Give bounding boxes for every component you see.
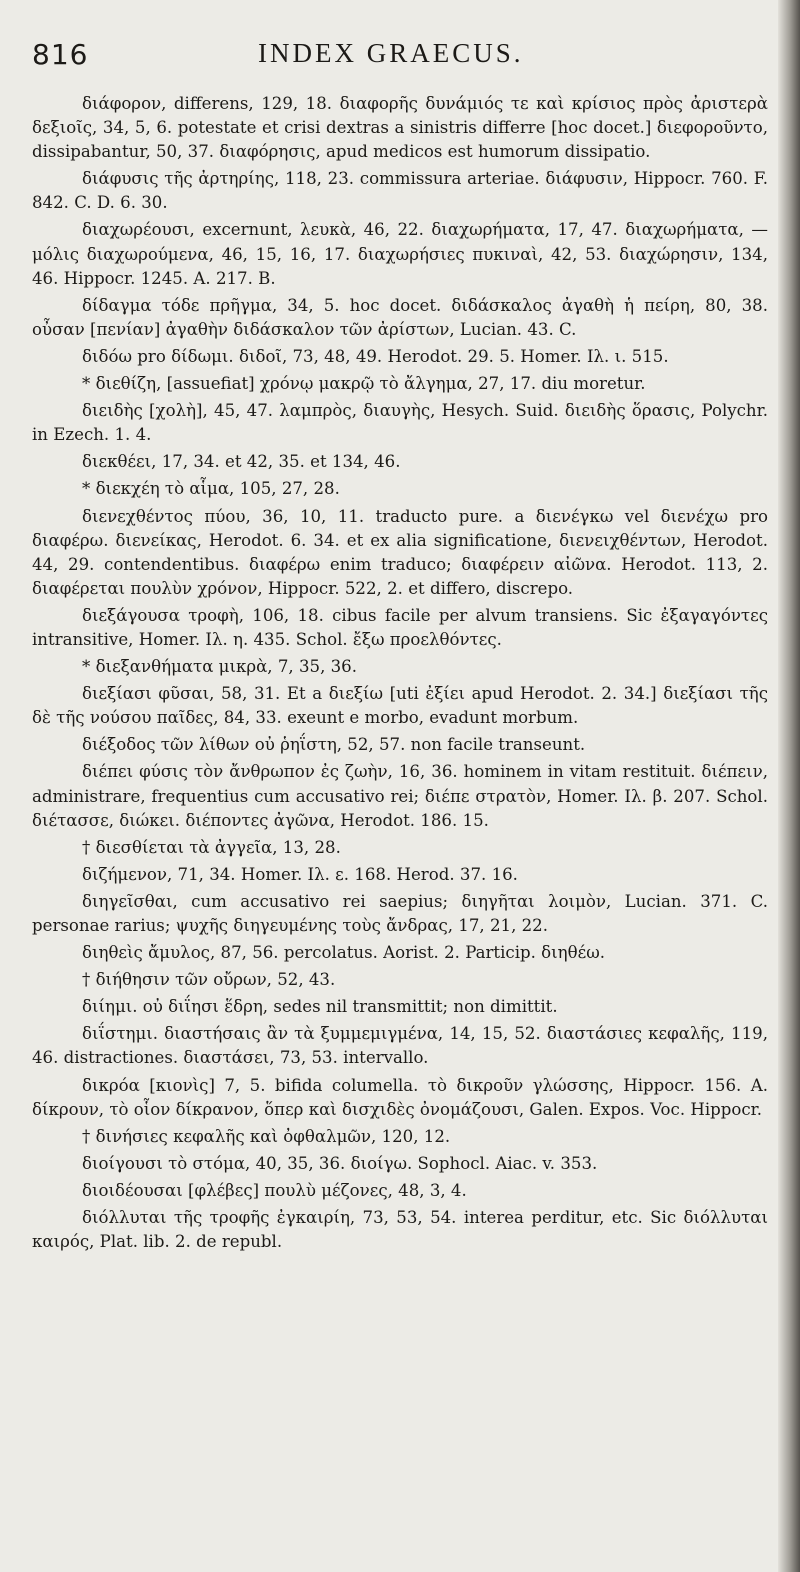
index-entry: δικρόα [κιονὶς] 7, 5. bifida columella. τὸ δικροῦν γλώσσης, Hippocr. 156. A. δίκρουν, τὸ οἷον δίκρανον, ὅπερ καὶ δισχιδὲς ὀνομάζουσι, Galen. Expos. Voc. Hippocr. xyxy=(32,1075,768,1119)
index-entry: * διεξανθήματα μικρὰ, 7, 35, 36. xyxy=(82,657,358,677)
index-entry: διζήμενον, 71, 34. Homer. Ιλ. ε. 168. Herod. 37. 16. xyxy=(82,864,518,884)
index-entry: διέπει φύσις τὸν ἄνθρωπον ἐς ζωὴν, 16, 36. hominem in vitam restituit. διέπειν, administrare, frequentius cum accusativo rei; διέπε στρατὸν, Homer. Ιλ. β. 207. Schol. διέτασσε, διώκει. διέποντες ἀγῶνα, Herodot. 186. 15. xyxy=(32,762,768,830)
index-entry: διεξίασι φῦσαι, 58, 31. Et a διεξίω [uti ἐξίει apud Herodot. 2. 34.] διεξίασι τῆς δὲ τῆς νούσου παῖδες, 84, 33. exeunt e morbo, evadunt morbum. xyxy=(32,684,768,728)
index-entry: διόλλυται τῆς τροφῆς ἐγκαιρίη, 73, 53, 54. interea perditur, etc. Sic διόλλυται καιρός, Plat. lib. 2. de republ. xyxy=(32,1208,768,1252)
index-entry: διοίγουσι τὸ στόμα, 40, 35, 36. διοίγω. Sophocl. Aiac. v. 353. xyxy=(82,1153,598,1173)
index-entry: διειδὴς [χολὴ], 45, 47. λαμπρὸς, διαυγὴς, Hesych. Suid. διειδὴς ὅρασις, Polychr. in Ezech. 1. 4. xyxy=(32,401,768,445)
running-title: INDEX GRAECUS. xyxy=(258,38,524,68)
index-entry: διοιδέουσαι [φλέβες] πουλὺ μέζονες, 48, 3, 4. xyxy=(82,1180,467,1200)
index-entries xyxy=(32,92,768,1257)
index-entry: διενεχθέντος πύου, 36, 10, 11. traducto pure. a διενέγκω vel διενέχω pro διαφέρω. διενείκας, Herodot. 6. 34. et ex alia significatione, διενειχθέντων, Herodot. 44, 29. contendentibus. διαφέρω enim traduco; διαφέρειν αἰῶνα. Herodot. 113, 2. διαφέρεται πουλὺν χρόνον, Hippocr. 522, 2. et differo, discrepo. xyxy=(32,506,768,598)
index-entry: διδόω pro δίδωμι. διδοῖ, 73, 48, 49. Herodot. 29. 5. Homer. Ιλ. ι. 515. xyxy=(82,346,669,366)
index-entry: † διεσθίεται τὰ ἀγγεῖα, 13, 28. xyxy=(82,837,341,857)
index-entry: δίδαγμα τόδε πρῆγμα, 34, 5. hoc docet. διδάσκαλος ἀγαθὴ ἡ πείρη, 80, 38. οὖσαν [πενίαν] ἀγαθὴν διδάσκαλον τῶν ἀρίστων, Lucian. 43. C. xyxy=(32,295,768,339)
index-entry: * διεθίζη, [assuefiat] χρόνῳ μακρῷ τὸ ἄλγημα, 27, 17. diu moretur. xyxy=(82,374,646,394)
index-entry: διεξάγουσα τροφὴ, 106, 18. cibus facile per alvum transiens. Sic ἐξαγαγόντες intransitive, Homer. Ιλ. η. 435. Schol. ἔξω προελθόντες. xyxy=(32,605,768,649)
index-entry: διέξοδος τῶν λίθων οὐ ῥηΐστη, 52, 57. non facile transeunt. xyxy=(82,735,586,755)
index-entry: † δινήσιες κεφαλῆς καὶ ὀφθαλμῶν, 120, 12. xyxy=(82,1126,451,1146)
index-entry: διηγεῖσθαι, cum accusativo rei saepius; διηγῆται λοιμὸν, Lucian. 371. C. personae rarius; ψυχῆς διηγευμένης τοὺς ἄνδρας, 17, 21, 22. xyxy=(32,891,768,935)
page-header xyxy=(32,38,752,78)
index-entry: διαχωρέουσι, excernunt, λευκὰ, 46, 22. διαχωρήματα, 17, 47. διαχωρήματα, — μόλις διαχωρούμενα, 46, 15, 16, 17. διαχωρήσιες πυκιναὶ, 42, 53. διαχώρησιν, 134, 46. Hippocr. 1245. A. 217. B. xyxy=(32,220,768,288)
index-entry: διάφορον, differens, 129, 18. διαφορῆς δυνάμιός τε καὶ κρίσιος πρὸς ἀριστερὰ δεξιοῖς, 34, 5, 6. potestate et crisi dextras a sinistris differre [hoc docet.] διεφοροῦντο, dissipabantur, 50, 37. διαφόρησις, apud medicos est humorum dissipatio. xyxy=(32,94,768,162)
index-entry: * διεκχέη τὸ αἷμα, 105, 27, 28. xyxy=(82,479,340,499)
page-number: 816 xyxy=(32,38,89,71)
index-entry: διεκθέει, 17, 34. et 42, 35. et 134, 46. xyxy=(82,452,401,472)
index-entry: διάφυσις τῆς ἀρτηρίης, 118, 23. commissura arteriae. διάφυσιν, Hippocr. 760. F. 842. C. D. 6. 30. xyxy=(32,169,768,213)
index-entry: † διήθησιν τῶν οὔρων, 52, 43. xyxy=(82,970,336,990)
index-entry: διηθεὶς ἄμυλος, 87, 56. percolatus. Aorist. 2. Particip. διηθέω. xyxy=(82,943,606,963)
page-edge-shadow xyxy=(778,0,800,1572)
index-entry: διίημι. οὐ διΐησι ἕδρη, sedes nil transmittit; non dimittit. xyxy=(82,997,558,1017)
index-entry: διΐστημι. διαστήσαις ἂν τὰ ξυμμεμιγμένα, 14, 15, 52. διαστάσιες κεφαλῆς, 119, 46. distractiones. διαστάσει, 73, 53. intervallo. xyxy=(32,1024,768,1068)
